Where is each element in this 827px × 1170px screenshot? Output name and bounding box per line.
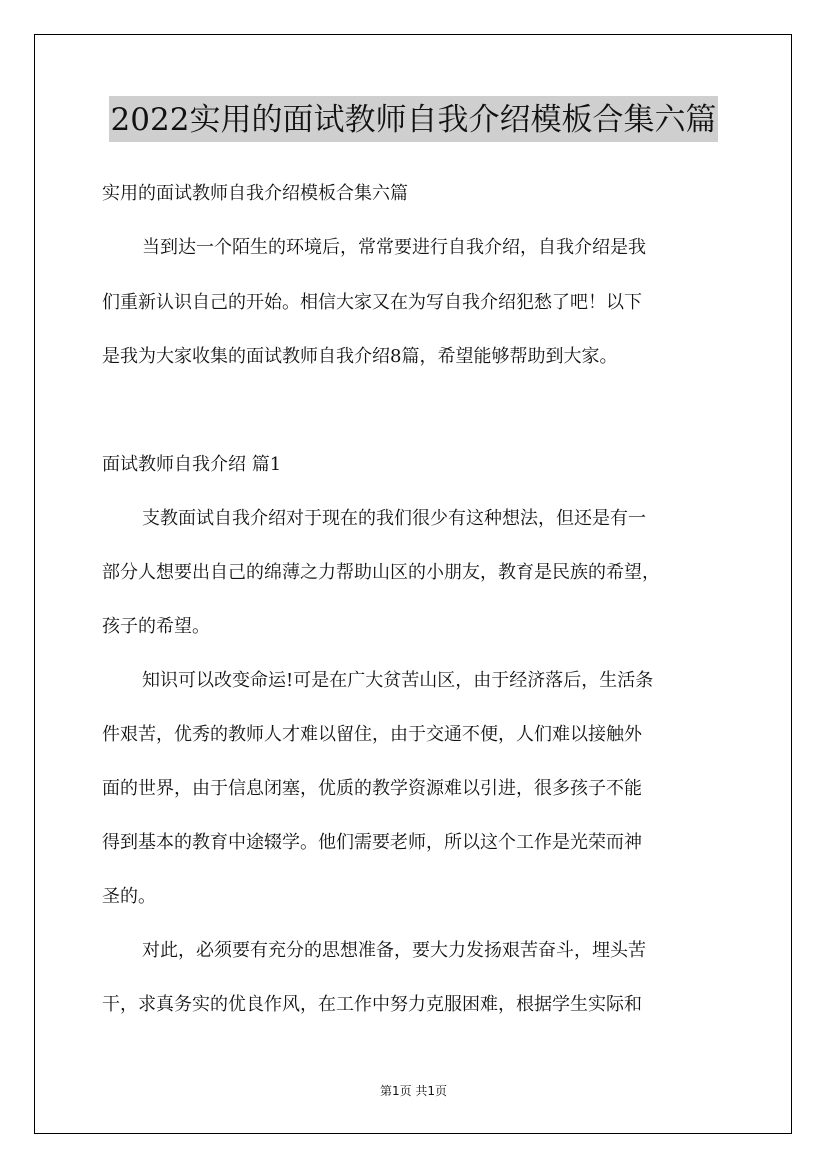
para1-line-2: 部分人想要出自己的绵薄之力帮助山区的小朋友，教育是民族的希望， [102, 562, 660, 583]
para2-line-2: 件艰苦，优秀的教师人才难以留住，由于交通不便，人们难以接触外 [102, 724, 642, 745]
section-heading: 面试教师自我介绍 篇1 [102, 454, 282, 475]
intro-line-3: 是我为大家收集的面试教师自我介绍8篇，希望能够帮助到大家。 [102, 346, 618, 367]
para2-line-3: 面的世界，由于信息闭塞，优质的教学资源难以引进，很多孩子不能 [102, 778, 642, 799]
intro-line-2: 们重新认识自己的开始。相信大家又在为写自我介绍犯愁了吧！以下 [102, 292, 642, 313]
para3-line-2: 干，求真务实的优良作风，在工作中努力克服困难，根据学生实际和 [102, 994, 642, 1015]
page-footer: 第1页 共1页 [379, 1084, 448, 1098]
subtitle: 实用的面试教师自我介绍模板合集六篇 [102, 183, 408, 204]
para2-line-5: 圣的。 [102, 886, 156, 907]
intro-line-1: 当到达一个陌生的环境后，常常要进行自我介绍，自我介绍是我 [142, 237, 646, 258]
para1-line-1: 支教面试自我介绍对于现在的我们很少有这种想法，但还是有一 [142, 508, 646, 529]
document-title-block [0, 96, 827, 144]
document-title: 2022实用的面试教师自我介绍模板合集六篇 [109, 96, 719, 142]
para3-line-1: 对此，必须要有充分的思想准备，要大力发扬艰苦奋斗，埋头苦 [142, 940, 646, 961]
para1-line-3: 孩子的希望。 [102, 616, 210, 637]
para2-line-1: 知识可以改变命运!可是在广大贫苦山区，由于经济落后，生活条 [142, 670, 654, 691]
para2-line-4: 得到基本的教育中途辍学。他们需要老师，所以这个工作是光荣而神 [102, 832, 642, 853]
